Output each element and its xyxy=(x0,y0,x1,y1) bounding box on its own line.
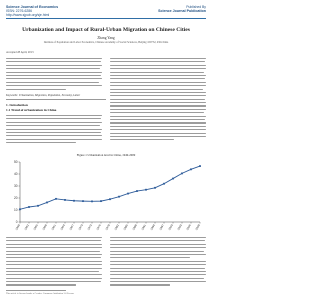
text-line xyxy=(110,271,206,272)
text-line xyxy=(6,75,101,76)
data-point xyxy=(190,168,192,170)
chart-svg xyxy=(6,158,206,234)
text-line xyxy=(6,118,101,119)
data-point xyxy=(55,198,57,200)
text-line xyxy=(110,61,205,62)
text-line xyxy=(6,271,99,272)
section-heading: 1. Introduction xyxy=(6,103,28,107)
text-line xyxy=(110,78,205,79)
x-tick-label: 1976 xyxy=(95,223,102,231)
text-line xyxy=(110,254,206,255)
text-line xyxy=(6,247,102,248)
x-tick-label: 2009 xyxy=(194,223,201,231)
text-line xyxy=(6,251,100,252)
text-line xyxy=(110,133,206,134)
text-line xyxy=(110,278,204,279)
text-line xyxy=(6,78,102,79)
x-tick-label: 1982 xyxy=(113,223,120,231)
text-line xyxy=(110,82,206,83)
data-point xyxy=(163,183,165,185)
text-line xyxy=(6,72,102,73)
text-line xyxy=(110,102,206,103)
x-tick-label: 1970 xyxy=(77,223,84,231)
text-line xyxy=(6,122,102,123)
data-point xyxy=(181,173,183,175)
abstract-block xyxy=(6,58,102,92)
paper-affiliation: Institute of Population and Labor Economics, Chinese Academy of Social Sciences, Beijing 100732, P.R.China xyxy=(43,41,169,44)
text-line xyxy=(110,89,203,90)
data-point xyxy=(145,189,147,191)
received-date: Accepted 28 April, 2013 xyxy=(6,51,34,54)
data-point xyxy=(118,196,120,198)
x-tick-label: 1994 xyxy=(149,223,156,231)
data-point xyxy=(37,205,39,207)
publisher-name: Science Journal Publication xyxy=(158,9,206,13)
text-line xyxy=(6,115,102,116)
header-divider xyxy=(6,18,206,19)
data-point xyxy=(100,200,102,202)
data-point xyxy=(91,200,93,202)
text-line xyxy=(110,284,170,285)
license-footer: This article is licensed under a Creative Commons Attribution 3.0 License xyxy=(6,293,75,295)
x-tick-label: 1973 xyxy=(86,223,93,231)
text-line xyxy=(6,284,76,285)
x-tick-label: 1964 xyxy=(59,223,66,231)
journal-name: Science Journal of Economics xyxy=(6,5,59,9)
data-point xyxy=(154,187,156,189)
text-line xyxy=(110,65,206,66)
data-point xyxy=(28,206,30,208)
text-line xyxy=(110,274,206,275)
urbanization-chart xyxy=(6,158,206,234)
x-tick-label: 1991 xyxy=(140,223,147,231)
footer-divider xyxy=(6,290,66,291)
text-line xyxy=(110,75,206,76)
x-tick-label: 1955 xyxy=(32,223,39,231)
text-line xyxy=(110,68,206,69)
text-line xyxy=(6,85,102,86)
text-line xyxy=(6,257,101,258)
text-line xyxy=(6,237,102,238)
text-line xyxy=(110,85,206,86)
text-line xyxy=(6,82,99,83)
text-line xyxy=(6,65,102,66)
text-line xyxy=(6,278,102,279)
text-line xyxy=(110,99,205,100)
text-line xyxy=(110,251,204,252)
text-line xyxy=(110,247,206,248)
journal-issn: ISSN: 2276-6286 xyxy=(6,9,33,13)
text-line xyxy=(110,129,206,130)
body-text-right-lower xyxy=(110,237,206,288)
text-line xyxy=(110,92,206,93)
y-tick-label: 0 xyxy=(15,220,18,225)
y-tick-label: 30 xyxy=(13,184,18,189)
body-text-right xyxy=(110,58,206,143)
paper-author: Zhang Yang xyxy=(97,36,115,40)
text-line xyxy=(110,116,206,117)
data-point xyxy=(136,190,138,192)
y-tick-label: 40 xyxy=(13,172,18,177)
text-line xyxy=(110,105,206,106)
text-line xyxy=(6,58,102,59)
text-line xyxy=(6,68,100,69)
text-line xyxy=(110,237,206,238)
text-line xyxy=(6,129,102,130)
data-point xyxy=(64,199,66,201)
text-line xyxy=(110,122,206,123)
x-tick-label: 1952 xyxy=(23,223,30,231)
text-line xyxy=(6,61,101,62)
x-tick-label: 1967 xyxy=(68,223,75,231)
data-point xyxy=(127,193,129,195)
x-tick-label: 1961 xyxy=(50,223,57,231)
text-line xyxy=(110,244,206,245)
text-line xyxy=(6,240,101,241)
text-line xyxy=(110,58,206,59)
text-line xyxy=(6,244,102,245)
data-point xyxy=(82,200,84,202)
text-line xyxy=(110,126,206,127)
x-tick-label: 2003 xyxy=(176,223,183,231)
text-line xyxy=(110,261,206,262)
y-tick-label: 20 xyxy=(13,196,18,201)
text-line xyxy=(110,112,204,113)
x-tick-label: 1979 xyxy=(104,223,111,231)
text-line xyxy=(6,264,102,265)
text-line xyxy=(110,240,205,241)
data-point xyxy=(172,178,174,180)
keywords: Keywords: Urbanization, Migration, Population, Economy, Labor xyxy=(6,94,81,97)
subsection-heading: 1.1 Trend of urbanization in China xyxy=(6,108,57,112)
text-line xyxy=(6,125,100,126)
section-divider xyxy=(6,99,106,100)
x-tick-label: 1985 xyxy=(122,223,129,231)
figure-caption: Figure 1 Urbanization level in China, 1949-2009 xyxy=(76,153,136,157)
journal-header xyxy=(6,5,58,17)
text-line xyxy=(6,281,101,282)
text-line xyxy=(110,136,206,137)
text-line xyxy=(110,268,205,269)
text-line xyxy=(110,109,206,110)
text-line xyxy=(110,119,205,120)
body-text-left-lower xyxy=(6,237,102,288)
x-tick-label: 1958 xyxy=(41,223,48,231)
publisher-label: Published By xyxy=(186,5,206,9)
x-tick-label: 2000 xyxy=(167,223,174,231)
data-point xyxy=(73,200,75,202)
x-tick-label: 1949 xyxy=(14,223,21,231)
text-line xyxy=(6,254,102,255)
paper-title: Urbanization and Impact of Rural-Urban Migration on Chinese Cities xyxy=(22,27,190,33)
text-line xyxy=(6,135,102,136)
y-tick-label: 10 xyxy=(13,208,18,213)
body-text-left xyxy=(6,115,102,146)
text-line xyxy=(110,72,204,73)
x-tick-label: 1988 xyxy=(131,223,138,231)
x-tick-label: 1997 xyxy=(158,223,165,231)
journal-url: http://www.sjpub.org/sje.html xyxy=(6,13,50,17)
x-tick-label: 2006 xyxy=(185,223,192,231)
y-tick-label: 50 xyxy=(13,160,18,165)
text-line xyxy=(110,95,206,96)
text-line xyxy=(6,261,102,262)
publisher-header xyxy=(158,5,206,13)
text-line xyxy=(110,257,190,258)
text-line xyxy=(6,132,101,133)
text-line xyxy=(6,268,102,269)
text-line xyxy=(6,274,102,275)
data-point xyxy=(109,198,111,200)
text-line xyxy=(6,89,66,90)
text-line xyxy=(6,139,102,140)
data-point xyxy=(46,202,48,204)
text-line xyxy=(110,281,206,282)
data-point xyxy=(19,208,21,210)
text-line xyxy=(110,139,174,140)
text-line xyxy=(110,264,206,265)
text-line xyxy=(6,142,76,143)
data-point xyxy=(199,165,201,167)
